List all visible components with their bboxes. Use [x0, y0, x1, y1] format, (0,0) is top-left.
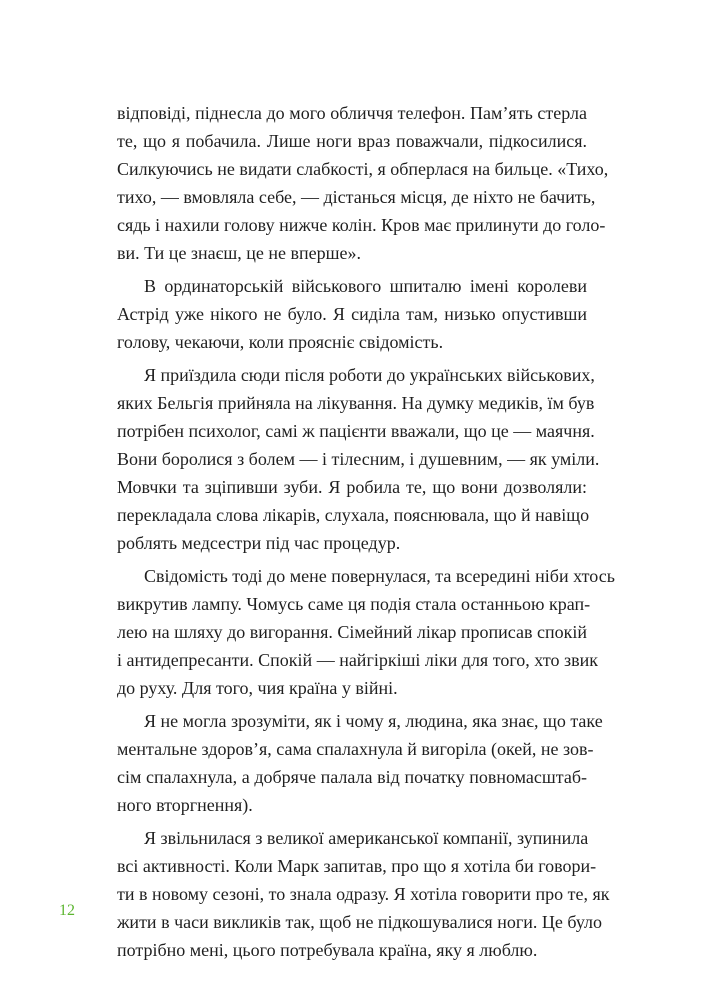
- text-line: потрібен психолог, самі ж пацієнти вважали, що це — маячня.: [117, 421, 595, 441]
- text-line: те, що я побачила. Лише ноги враз поважчали, підкосилися.: [117, 131, 587, 151]
- paragraph-2: [117, 272, 587, 356]
- text-line: лею на шляху до вигорання. Сімейний лікар прописав спокій: [117, 622, 587, 642]
- text-line: потрібно мені, цього потребувала країна, яку я люблю.: [117, 940, 538, 960]
- text-line: Мовчки та зціпивши зуби. Я робила те, що вони дозволяли:: [117, 477, 587, 497]
- text-line: Астрід уже нікого не було. Я сиділа там, низько опустивши: [117, 304, 587, 324]
- paragraph-1: [117, 99, 609, 267]
- page-number: 12: [59, 902, 75, 919]
- text-line: Свідомість тоді до мене повернулася, та всередині ніби хтось: [144, 566, 615, 586]
- text-line: відповіді, піднесла до мого обличчя телефон. Пам’ять стерла: [117, 103, 587, 123]
- text-line: роблять медсестри під час процедур.: [117, 533, 401, 553]
- text-line: Я приїздила сюди після роботи до українських військових,: [144, 365, 595, 385]
- paragraph-4: [117, 562, 615, 702]
- text-line: ти в новому сезоні, то знала одразу. Я хотіла говорити про те, як: [117, 884, 610, 904]
- text-line: жити в часи викликів так, щоб не підкошувалися ноги. Це було: [117, 912, 603, 932]
- page-body: [117, 99, 615, 969]
- paragraph-6: [117, 824, 610, 964]
- text-line: Я звільнилася з великої американської компанії, зупинила: [144, 828, 589, 848]
- text-line: до руху. Для того, чия країна у війні.: [117, 678, 398, 698]
- text-line: Силкуючись не видати слабкості, я обперлася на бильце. «Тихо,: [117, 159, 609, 179]
- text-line: і антидепресанти. Спокій — найгіркіші ліки для того, хто звик: [117, 650, 598, 670]
- text-line: тихо, — вмовляла себе, — дістанься місця, де ніхто не бачить,: [117, 187, 596, 207]
- text-line: голову, чекаючи, коли проясніє свідомість.: [117, 332, 444, 352]
- text-line: яких Бельгія прийняла на лікування. На думку медиків, їм був: [117, 393, 595, 413]
- text-line: В ординаторській військового шпиталю імені королеви: [144, 276, 587, 296]
- text-line: Я не могла зрозуміти, як і чому я, людина, яка знає, що таке: [144, 711, 603, 731]
- text-line: перекладала слова лікарів, слухала, пояснювала, що й навіщо: [117, 505, 590, 525]
- paragraph-5: [117, 707, 603, 819]
- text-line: викрутив лампу. Чомусь саме ця подія стала останньою крап-: [117, 594, 591, 614]
- text-line: ного вторгнення).: [117, 795, 253, 815]
- paragraph-3: [117, 361, 600, 557]
- text-line: ментальне здоров’я, сама спалахнула й вигоріла (окей, не зов-: [117, 739, 594, 759]
- text-line: сядь і нахили голову нижче колін. Кров має прилинути до голо-: [117, 215, 606, 235]
- text-line: всі активності. Коли Марк запитав, про що я хотіла би говори-: [117, 856, 597, 876]
- text-line: ви. Ти це знаєш, це не вперше».: [117, 243, 361, 263]
- text-line: сім спалахнула, а добряче палала від початку повномасштаб-: [117, 767, 587, 787]
- text-line: Вони боролися з болем — і тілесним, і душевним, — як уміли.: [117, 449, 600, 469]
